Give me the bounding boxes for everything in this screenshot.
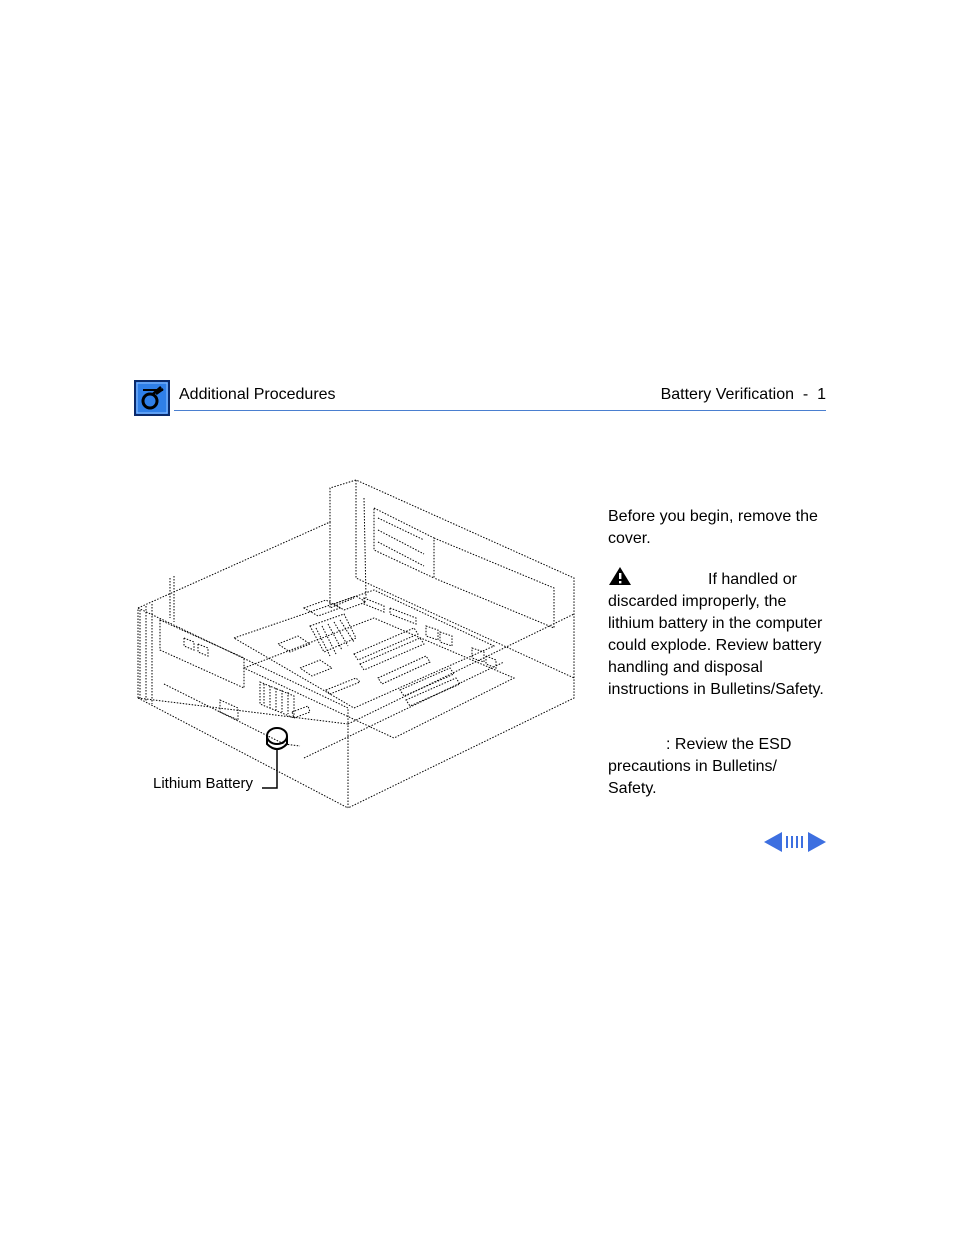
caution-paragraph [608,734,828,800]
page-title: Battery Verification - 1 [660,386,826,403]
lithium-battery-callout: Lithium Battery [153,775,254,792]
apple-service-logo-icon [134,380,170,416]
page-header [134,380,826,412]
logic-board-illustration [134,478,580,810]
page-browse-icon[interactable] [785,834,805,850]
arrow-right-icon[interactable] [808,832,826,852]
warning-triangle-icon [608,566,634,586]
page-navigation [764,830,826,854]
warning-paragraph [608,566,828,701]
section-title: Additional Procedures [179,386,336,403]
warning-text: If handled or discarded improperly, the lithium battery in the computer could explode. Review battery handling and disposal instructions in Bulletins/Safety. [608,571,824,698]
header-rule [174,410,826,411]
caution-text: : Review the ESD precautions in Bulletins/ Safety. [608,736,792,797]
intro-paragraph: Before you begin, remove the cover. [608,508,818,547]
arrow-left-icon[interactable] [764,832,782,852]
